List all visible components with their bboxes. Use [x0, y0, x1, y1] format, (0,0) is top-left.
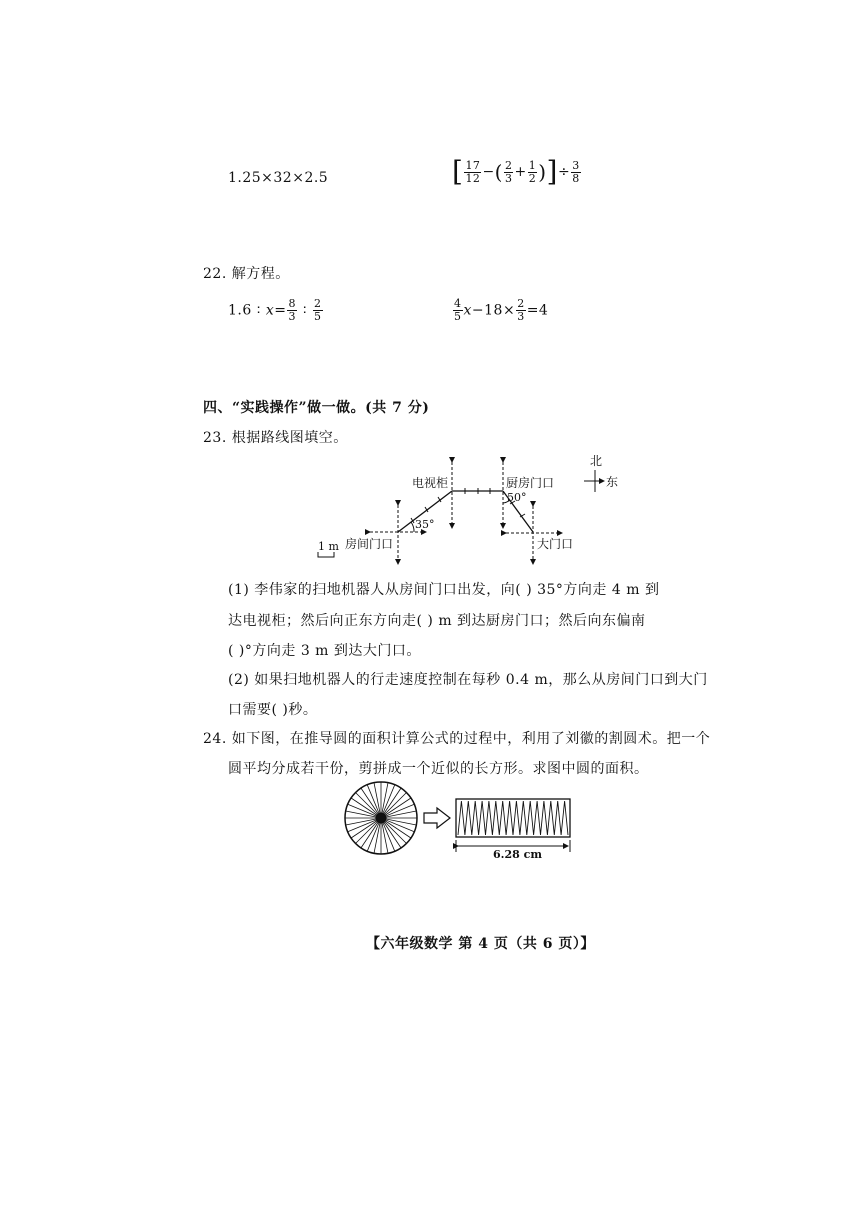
rectangle-length-label: 6.28 cm	[493, 848, 542, 861]
eq1-left: 1.6 ∶	[228, 302, 266, 319]
numerator: 2	[314, 297, 322, 310]
page-footer: 【六年级数学 第 4 页（共 6 页）】	[366, 936, 595, 952]
equals-sign: =	[274, 302, 287, 319]
q22-title: 22. 解方程。	[203, 266, 290, 282]
numerator: 8	[288, 297, 296, 310]
denominator: 3	[288, 310, 296, 323]
eq2-variable: x	[463, 302, 472, 319]
close-paren: )	[538, 160, 547, 184]
ratio-sign: ∶	[297, 302, 312, 319]
open-paren: (	[494, 160, 503, 184]
main-door-label: 大门口	[537, 537, 574, 551]
eq2-middle: −18×	[471, 302, 516, 319]
q23-part1-line2: 达电视柜；然后向正东方向走( ) m 到达厨房门口；然后向东偏南	[228, 613, 646, 629]
room-door-label: 房间门口	[345, 537, 394, 551]
q24-line1: 24. 如下图，在推导圆的面积计算公式的过程中，利用了刘徽的割圆术。把一个	[203, 731, 711, 747]
numerator: 1	[528, 158, 537, 172]
north-label: 北	[590, 454, 603, 468]
q23-part1-line3: ( )°方向走 3 m 到达大门口。	[228, 643, 421, 659]
open-bracket: [	[452, 155, 464, 188]
numerator: 2	[504, 158, 513, 172]
section-4-title: 四、“实践操作”做一做。(共 7 分)	[203, 400, 430, 416]
east-label: 东	[606, 475, 619, 489]
denominator: 2	[528, 171, 537, 185]
division-sign: ÷	[557, 164, 571, 180]
denominator: 5	[314, 310, 322, 323]
q24-line2: 圆平均分成若干份，剪拼成一个近似的长方形。求图中圆的面积。	[228, 761, 649, 777]
tv-label: 电视柜	[412, 476, 449, 490]
scale-label: 1 m	[318, 540, 339, 553]
minus-sign: −	[482, 164, 495, 180]
angle-50-label: 50°	[507, 491, 527, 504]
angle-35-label: 35°	[415, 518, 435, 531]
numerator: 3	[572, 158, 580, 172]
q23-part1-line1: (1) 李伟家的扫地机器人从房间门口出发，向( ) 35°方向走 4 m 到	[228, 582, 660, 598]
denominator: 8	[572, 171, 580, 185]
numerator: 2	[517, 297, 525, 310]
denominator: 12	[465, 171, 481, 185]
close-bracket: ]	[546, 155, 558, 188]
kitchen-label: 厨房门口	[506, 476, 555, 490]
denominator: 5	[454, 310, 462, 323]
q23-part2-line1: (2) 如果扫地机器人的行走速度控制在每秒 0.4 m，那么从房间门口到大门	[228, 672, 708, 688]
q23-title: 23. 根据路线图填空。	[203, 430, 348, 446]
circle-center	[376, 813, 386, 823]
plus-sign: +	[514, 164, 527, 180]
q23-part2-line2: 口需要( )秒。	[228, 702, 318, 718]
denominator: 3	[517, 310, 525, 323]
rectangle-sector-zigzag	[458, 801, 568, 835]
transform-arrow-icon	[424, 808, 450, 828]
calc-expr-1: 1.25×32×2.5	[228, 170, 329, 186]
eq1-variable: x	[265, 302, 275, 319]
numerator: 4	[454, 297, 462, 310]
eq2-right: =4	[526, 302, 549, 319]
denominator: 3	[504, 171, 513, 185]
numerator: 17	[465, 158, 481, 172]
